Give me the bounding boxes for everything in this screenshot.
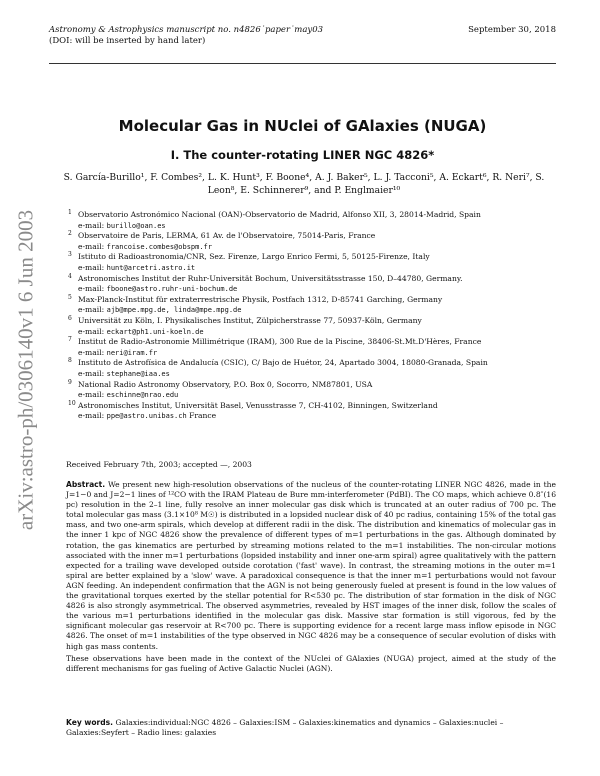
affiliation-email-line	[78, 242, 556, 253]
affiliation-number: 8	[68, 357, 72, 365]
affiliation-address: National Radio Astronomy Observatory, P.O. Box 0, Socorro, NM87801, USA	[78, 379, 373, 389]
affiliation-number: 9	[68, 378, 72, 386]
affiliation-email-line	[78, 263, 556, 274]
email-address[interactable]: hunt@arcetri.astro.it	[106, 263, 196, 272]
affiliation-number: 4	[68, 272, 72, 280]
email-label: e-mail:	[78, 326, 107, 336]
keywords-label: Key words.	[66, 718, 114, 727]
email-address[interactable]: stephane@iaa.es	[106, 369, 170, 378]
affiliation-number: 5	[68, 293, 72, 301]
email-address[interactable]: ppe@astro.unibas.ch	[106, 412, 187, 421]
affiliation-address: Instituto de Astrofísica de Andalucía (CSIC), C/ Bajo de Huétor, 24, Apartado 3004, 18080-Granada, Spain	[78, 358, 488, 368]
affiliation-number: 1	[68, 209, 72, 216]
affiliation-number: 10	[68, 399, 76, 407]
journal-line: Astronomy & Astrophysics manuscript no. n4826˙paper˙may03	[49, 25, 324, 35]
affiliation-item	[62, 274, 556, 295]
email-address[interactable]: eckart@ph1.uni-koeln.de	[106, 327, 204, 336]
running-header	[49, 25, 556, 47]
email-label: e-mail:	[78, 241, 107, 251]
email-label: e-mail:	[78, 284, 107, 294]
keywords-text: Galaxies:individual:NGC 4826 – Galaxies:ISM – Galaxies:kinematics and dynamics – Galaxies:nuclei – Galaxies:Seyfert – Radio lines: galaxies	[66, 718, 504, 738]
email-label: e-mail:	[78, 368, 107, 378]
affiliation-email-line	[78, 390, 556, 401]
affiliation-number: 3	[68, 251, 72, 259]
email-suffix: France	[186, 411, 217, 421]
affiliation-address: Institut de Radio-Astronomie Millimétrique (IRAM), 300 Rue de la Piscine, 38406-St.Mt.D'Hères, France	[78, 337, 482, 347]
author-list: S. García-Burillo¹, F. Combes², L. K. Hunt³, F. Boone⁴, A. J. Baker⁵, L. J. Tacconi⁵, A. Eckart⁶, R. Neri⁷, S. Leon⁸, E. Schinnerer⁹, and P. Englmaier¹⁰	[63, 172, 545, 196]
email-label: e-mail:	[78, 262, 107, 272]
email-label: e-mail:	[78, 347, 107, 357]
email-address[interactable]: ajb@mpe.mpg.de, linda@mpe.mpg.de	[106, 306, 242, 315]
doi-line: (DOI: will be inserted by hand later)	[49, 36, 206, 46]
abstract-text: We present new high-resolution observations of the nucleus of the counter-rotating LINER NGC 4826, made in the J=1−0 and J=2−1 lines of ¹²CO with the IRAM Plateau de Bure mm-interferometer (PdBI). The CO maps, which achieve 0.8″(16 pc) resolution in the 2–1 line, fully resolve an inner molecular gas disk which is truncated at an outer radius of 700 pc. The total molecular gas mass (3.1×10⁸ M☉) is distributed in a lopsided nuclear disk of 40 pc radius, containing 15% of the total gas mass, and two one-arm spirals, which develop at different radii in the disk. The distribution and kinematics of molecular gas in the inner 1 kpc of NGC 4826 show the prevalence of different types of m=1 perturbations in the gas. Although dominated by rotation, the gas kinematics are perturbed by streaming motions related to the m=1 instabilities. The non-circular motions associated with the inner m=1 perturbations (lopsided instability and inner one-arm spiral) agree qualitatively with the pattern expected for a trailing wave developed outside corotation ('fast' wave). In contrast, the streaming motions in the outer m=1 spiral are better explained by a 'slow' wave. A paradoxical consequence is that the inner m=1 perturbations would not favour AGN feeding. An independent confirmation that the AGN is not being generously fueled at present is found in the low values of the gravitational torques exerted by the stellar potential for R<530 pc. The distribution of star formation in the disk of NGC 4826 is also strongly asymmetrical. The observed asymmetries, revealed by HST images of the inner disk, follow the scales of the various m=1 perturbations identified in the molecular gas disk. Massive star formation is still vigorous, fed by the significant molecular gas reservoir at R<700 pc. There is supporting evidence for a recent large mass inflow episode in NGC 4826. The onset of m=1 instabilities of the type observed in NGC 4826 may be a consequence of secular evolution of disks with high gas mass contents.	[66, 480, 556, 651]
affiliation-item	[62, 401, 556, 422]
email-label: e-mail:	[78, 390, 107, 400]
affiliation-item	[62, 316, 556, 337]
abstract-label: Abstract.	[66, 480, 106, 489]
keywords	[66, 718, 556, 738]
affiliation-number: 6	[68, 314, 72, 322]
affiliation-email-line	[78, 327, 556, 338]
header-rule	[49, 63, 556, 64]
affiliation-item	[62, 231, 556, 252]
affiliation-address: Istituto di Radioastronomia/CNR, Sez. Firenze, Largo Enrico Fermi, 5, 50125-Firenze, Italy	[78, 252, 430, 262]
email-label: e-mail:	[78, 220, 107, 230]
header-date: September 30, 2018	[468, 25, 556, 35]
affiliation-item	[62, 337, 556, 358]
paper-title: Molecular Gas in NUclei of GAlaxies (NUGA)	[118, 117, 487, 135]
affiliation-email-line	[78, 348, 556, 359]
abstract	[66, 480, 556, 674]
paper-subtitle: I. The counter-rotating LINER NGC 4826*	[170, 148, 435, 162]
affiliation-address: Observatoire de Paris, LERMA, 61 Av. de l'Observatoire, 75014-Paris, France	[78, 231, 376, 241]
affiliation-email-line	[78, 369, 556, 380]
affiliation-number: 7	[68, 336, 72, 344]
arxiv-stamp	[4, 200, 48, 540]
abstract-context: These observations have been made in the context of the NUclei of GAlaxies (NUGA) project, aimed at the study of the different mechanisms for gas fueling of Active Galactic Nuclei (AGN).	[66, 653, 556, 673]
affiliation-item	[62, 380, 556, 401]
email-address[interactable]: eschinne@nrao.edu	[106, 391, 179, 400]
received-line: Received February 7th, 2003; accepted —, 2003	[66, 460, 252, 469]
affiliation-item	[62, 210, 556, 231]
affiliation-email-line	[78, 284, 556, 295]
affiliation-list	[62, 210, 556, 422]
email-label: e-mail:	[78, 411, 107, 421]
affiliation-address: Universität zu Köln, I. Physikalisches Institut, Zülpicherstrasse 77, 50937-Köln, Germany	[78, 315, 422, 325]
affiliation-number: 2	[68, 230, 72, 238]
affiliation-item	[62, 358, 556, 379]
email-address[interactable]: fboone@astro.ruhr-uni-bochum.de	[106, 285, 238, 294]
affiliation-email-line	[78, 221, 556, 232]
affiliation-address: Observatorio Astronómico Nacional (OAN)-Observatorio de Madrid, Alfonso XII, 3, 28014-Madrid, Spain	[78, 210, 481, 219]
affiliation-email-line	[78, 305, 556, 316]
email-address[interactable]: neri@iram.fr	[106, 348, 158, 357]
affiliation-address: Astronomisches Institut der Ruhr-Universität Bochum, Universitätsstrasse 150, D–44780, Germany.	[78, 273, 463, 283]
affiliation-address: Max-Planck-Institut für extraterrestrische Physik, Postfach 1312, D-85741 Garching, Germany	[78, 294, 443, 304]
email-label: e-mail:	[78, 305, 107, 315]
affiliation-item	[62, 252, 556, 273]
email-address[interactable]: burillo@oan.es	[106, 221, 166, 230]
affiliation-item	[62, 295, 556, 316]
email-address[interactable]: francoise.combes@obspm.fr	[106, 242, 212, 251]
arxiv-stamp-text: arXiv:astro-ph/0306140v1 6 Jun 2003	[13, 209, 38, 531]
affiliation-address: Astronomisches Institut, Universität Basel, Venusstrasse 7, CH-4102, Binningen, Switzerland	[78, 400, 438, 410]
affiliation-email-line	[78, 411, 556, 422]
